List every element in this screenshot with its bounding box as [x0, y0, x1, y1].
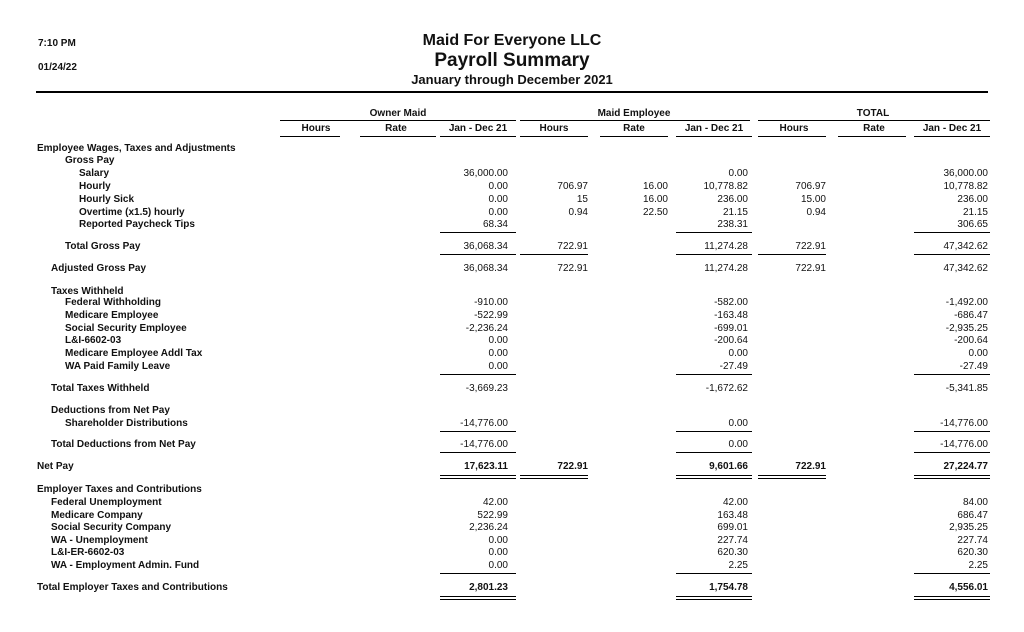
report-row [0, 155, 1024, 168]
row-value: 706.97 [795, 181, 826, 192]
row-value: -1,492.00 [945, 297, 988, 308]
company-name: Maid For Everyone LLC [422, 32, 602, 49]
row-value: -14,776.00 [460, 418, 508, 429]
subtotal-rule [914, 374, 990, 375]
row-value: 722.91 [795, 241, 826, 252]
colhead-rule [676, 136, 752, 137]
header-rule [36, 91, 988, 93]
row-value: 21.15 [962, 207, 988, 218]
row-value: 227.74 [957, 535, 988, 546]
subtotal-rule [676, 573, 752, 574]
row-value: 42.00 [722, 497, 748, 508]
row-value: 47,342.62 [943, 241, 988, 252]
row-label: WA - Unemployment [51, 535, 148, 546]
row-value: -27.49 [959, 361, 988, 372]
report-row [0, 241, 1024, 254]
colhead-rule [914, 136, 990, 137]
row-value: 1,754.78 [709, 582, 748, 593]
row-value: 0.00 [488, 535, 508, 546]
row-label: Deductions from Net Pay [51, 405, 170, 416]
report-row [0, 547, 1024, 560]
row-value: 0.00 [728, 168, 748, 179]
report-row [0, 497, 1024, 510]
row-value: -27.49 [719, 361, 748, 372]
subtotal-rule [914, 254, 990, 255]
total-double-rule [676, 475, 752, 479]
row-label: Taxes Withheld [51, 286, 124, 297]
row-value: 0.00 [728, 418, 748, 429]
report-row [0, 405, 1024, 418]
row-label: Salary [79, 168, 110, 179]
row-label: Medicare Company [51, 510, 143, 521]
row-value: 0.00 [488, 194, 508, 205]
row-label: Social Security Employee [65, 323, 187, 334]
row-value: 0.00 [728, 439, 748, 450]
row-label: Reported Paycheck Tips [79, 219, 195, 230]
subtotal-rule [440, 232, 516, 233]
row-label: Total Taxes Withheld [51, 383, 150, 394]
row-label: Gross Pay [65, 155, 115, 166]
row-label: WA - Employment Admin. Fund [51, 560, 200, 571]
colhead-rule [280, 136, 340, 137]
col-hours: Hours [779, 123, 809, 134]
row-value: -582.00 [714, 297, 748, 308]
row-label: Federal Withholding [65, 297, 162, 308]
row-label: Social Security Company [51, 522, 172, 533]
row-value: 306.65 [957, 219, 988, 230]
report-row [0, 335, 1024, 348]
row-value: 722.91 [557, 461, 588, 472]
row-value: 722.91 [795, 461, 826, 472]
colhead-rule [600, 136, 668, 137]
row-value: 15.00 [800, 194, 826, 205]
row-label: Employer Taxes and Contributions [37, 484, 202, 495]
total-double-rule [440, 596, 516, 600]
col-rate: Rate [385, 123, 407, 134]
row-value: 0.94 [806, 207, 826, 218]
row-value: 0.00 [728, 348, 748, 359]
row-label: Medicare Employee [65, 310, 159, 321]
row-value: 21.15 [722, 207, 748, 218]
colhead-rule [520, 136, 588, 137]
col-amount: Jan - Dec 21 [448, 123, 508, 134]
row-value: 236.00 [957, 194, 988, 205]
subtotal-rule [676, 232, 752, 233]
report-row [0, 582, 1024, 595]
row-value: 238.31 [717, 219, 748, 230]
report-row [0, 297, 1024, 310]
subtotal-rule [914, 431, 990, 432]
subtotal-rule [440, 254, 516, 255]
subtotal-rule [914, 232, 990, 233]
row-value: 0.00 [488, 181, 508, 192]
row-value: 706.97 [557, 181, 588, 192]
row-value: 0.00 [488, 547, 508, 558]
row-value: 620.30 [717, 547, 748, 558]
total-double-rule [914, 475, 990, 479]
row-value: 236.00 [717, 194, 748, 205]
report-row [0, 181, 1024, 194]
subtotal-rule [676, 452, 752, 453]
report-row [0, 263, 1024, 276]
row-value: 2.25 [728, 560, 748, 571]
colhead-rule [440, 136, 516, 137]
row-value: -14,776.00 [940, 418, 988, 429]
col-rate: Rate [863, 123, 885, 134]
row-value: 42.00 [482, 497, 508, 508]
row-value: 0.00 [488, 348, 508, 359]
row-value: 27,224.77 [943, 461, 988, 472]
report-row [0, 522, 1024, 535]
row-label: Hourly Sick [79, 194, 135, 205]
total-double-rule [758, 475, 826, 479]
subtotal-rule [914, 452, 990, 453]
row-label: L&I-6602-03 [65, 335, 122, 346]
row-value: 227.74 [717, 535, 748, 546]
row-value: -910.00 [474, 297, 508, 308]
report-row [0, 310, 1024, 323]
row-value: -5,341.85 [945, 383, 988, 394]
total-double-rule [676, 596, 752, 600]
subtotal-rule [676, 431, 752, 432]
row-value: 36,068.34 [463, 263, 508, 274]
report-row [0, 194, 1024, 207]
row-value: -1,672.62 [705, 383, 748, 394]
row-label: Medicare Employee Addl Tax [65, 348, 203, 359]
row-value: 22.50 [642, 207, 668, 218]
report-row [0, 383, 1024, 396]
row-label: Hourly [79, 181, 111, 192]
row-value: 9,601.66 [709, 461, 748, 472]
row-label: Net Pay [37, 461, 74, 472]
row-value: 2,935.25 [949, 522, 988, 533]
subtotal-rule [676, 374, 752, 375]
row-value: 163.48 [717, 510, 748, 521]
report-row [0, 348, 1024, 361]
row-value: -14,776.00 [940, 439, 988, 450]
row-value: 15 [576, 194, 588, 205]
row-label: L&I-ER-6602-03 [51, 547, 125, 558]
row-value: 2,236.24 [469, 522, 508, 533]
report-title: Payroll Summary [434, 50, 590, 71]
report-time: 7:10 PM [38, 38, 76, 49]
colhead-rule [758, 136, 826, 137]
row-value: 722.91 [557, 263, 588, 274]
row-label: Total Gross Pay [65, 241, 141, 252]
row-value: 722.91 [557, 241, 588, 252]
row-value: -2,935.25 [945, 323, 988, 334]
group-total: TOTAL [856, 108, 890, 119]
row-value: -163.48 [714, 310, 748, 321]
total-double-rule [914, 596, 990, 600]
row-value: -200.64 [714, 335, 748, 346]
report-row [0, 439, 1024, 452]
row-value: 2.25 [968, 560, 988, 571]
row-value: 522.99 [477, 510, 508, 521]
report-period: January through December 2021 [411, 72, 613, 87]
row-value: 0.00 [488, 335, 508, 346]
col-rate: Rate [623, 123, 645, 134]
row-value: 2,801.23 [469, 582, 508, 593]
row-value: 47,342.62 [943, 263, 988, 274]
col-hours: Hours [539, 123, 569, 134]
report-row [0, 361, 1024, 374]
group-maid-employee: Maid Employee [597, 108, 671, 119]
col-amount: Jan - Dec 21 [684, 123, 744, 134]
row-value: 84.00 [962, 497, 988, 508]
row-value: 4,556.01 [949, 582, 988, 593]
report-row [0, 484, 1024, 497]
row-value: 0.00 [488, 207, 508, 218]
row-value: 16.00 [642, 194, 668, 205]
subtotal-rule [676, 254, 752, 255]
subtotal-rule [440, 374, 516, 375]
row-value: 0.94 [568, 207, 588, 218]
group-rule [758, 120, 990, 121]
row-value: 36,000.00 [943, 168, 988, 179]
row-value: -686.47 [954, 310, 988, 321]
subtotal-rule [520, 254, 588, 255]
row-value: -200.64 [954, 335, 988, 346]
row-value: 11,274.28 [704, 241, 748, 252]
row-label: Total Deductions from Net Pay [51, 439, 196, 450]
row-label: Overtime (x1.5) hourly [79, 207, 185, 218]
row-value: 68.34 [482, 219, 508, 230]
row-value: 686.47 [957, 510, 988, 521]
subtotal-rule [440, 452, 516, 453]
row-value: 36,000.00 [463, 168, 508, 179]
row-value: 722.91 [795, 263, 826, 274]
subtotal-rule [440, 431, 516, 432]
group-owner-maid: Owner Maid [369, 108, 427, 119]
subtotal-rule [440, 573, 516, 574]
subtotal-rule [914, 573, 990, 574]
row-value: 16.00 [642, 181, 668, 192]
row-value: 0.00 [488, 560, 508, 571]
row-value: 11,274.28 [704, 263, 748, 274]
row-value: 0.00 [968, 348, 988, 359]
report-date: 01/24/22 [38, 62, 77, 73]
colhead-rule [838, 136, 906, 137]
report-row [0, 418, 1024, 431]
row-value: -14,776.00 [460, 439, 508, 450]
col-hours: Hours [301, 123, 331, 134]
subtotal-rule [758, 254, 826, 255]
row-label: WA Paid Family Leave [65, 361, 171, 372]
row-value: 10,778.82 [703, 181, 748, 192]
row-value: 0.00 [488, 361, 508, 372]
group-rule [520, 120, 750, 121]
report-row [0, 461, 1024, 474]
row-value: -522.99 [474, 310, 508, 321]
row-value: -699.01 [714, 323, 748, 334]
row-value: -2,236.24 [465, 323, 508, 334]
total-double-rule [520, 475, 588, 479]
colhead-rule [360, 136, 436, 137]
row-value: 17,623.11 [464, 461, 508, 472]
row-value: 10,778.82 [943, 181, 988, 192]
row-label: Federal Unemployment [51, 497, 162, 508]
col-amount: Jan - Dec 21 [922, 123, 982, 134]
group-rule [280, 120, 516, 121]
row-label: Total Employer Taxes and Contributions [37, 582, 228, 593]
total-double-rule [440, 475, 516, 479]
report-row [0, 168, 1024, 181]
row-label: Employee Wages, Taxes and Adjustments [37, 143, 236, 154]
row-value: 620.30 [957, 547, 988, 558]
row-value: -3,669.23 [465, 383, 508, 394]
report-row [0, 219, 1024, 232]
row-value: 699.01 [717, 522, 748, 533]
row-label: Shareholder Distributions [65, 418, 188, 429]
row-value: 36,068.34 [463, 241, 508, 252]
row-label: Adjusted Gross Pay [51, 263, 147, 274]
report-row [0, 560, 1024, 573]
